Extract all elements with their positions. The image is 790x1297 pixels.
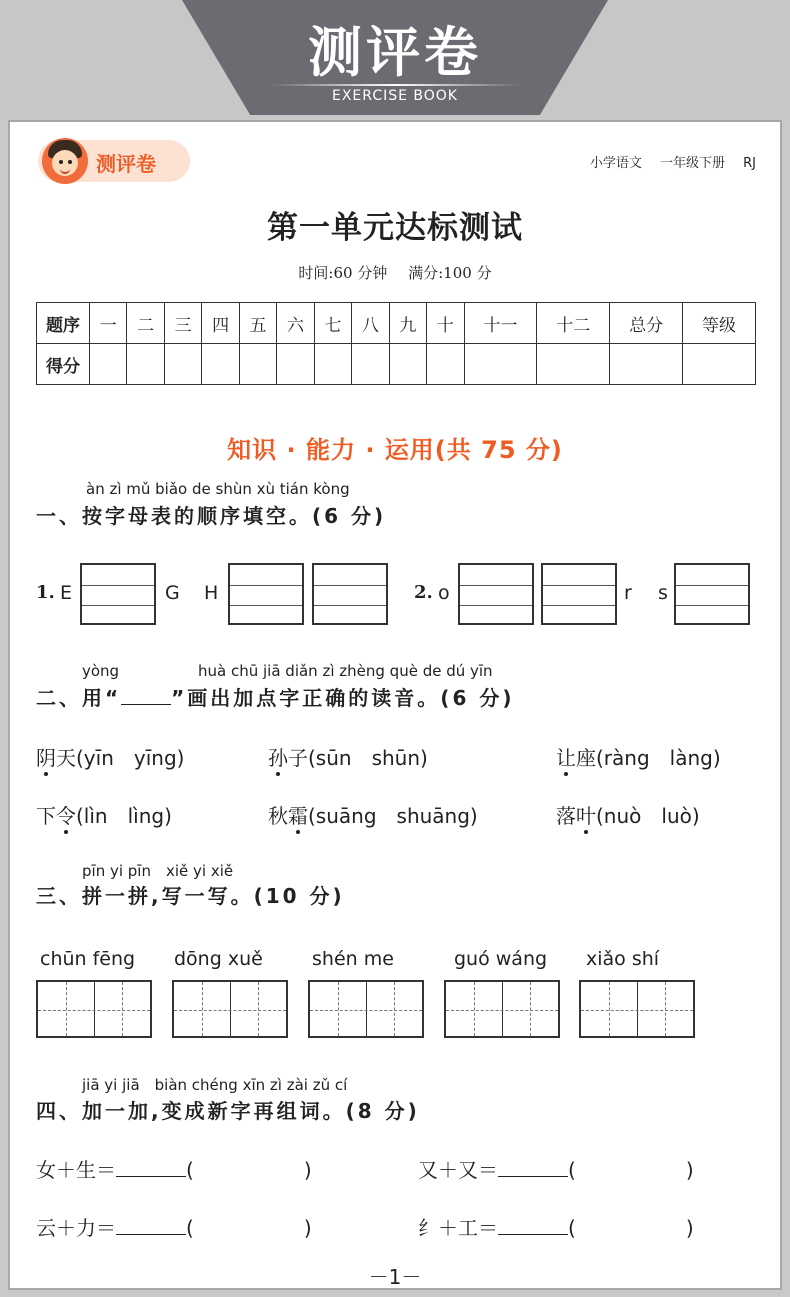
writing-grid[interactable] (36, 980, 152, 1038)
header-cell: 六 (277, 303, 314, 344)
pinyin-word: shén me (312, 948, 394, 970)
header-cell: 一 (90, 303, 127, 344)
letter: H (204, 582, 219, 604)
q1-pinyin: àn zì mǔ biǎo de shùn xù tián kòng (86, 480, 350, 498)
reading-choice[interactable]: 阴天(yīn yīng) (36, 742, 184, 771)
letter: s (658, 582, 668, 604)
score-cell[interactable] (352, 344, 389, 385)
four-line-box[interactable] (674, 563, 750, 625)
score-table (36, 302, 756, 385)
score-cell[interactable] (427, 344, 464, 385)
banner-divider (270, 84, 520, 86)
q4-title: 四、加一加,变成新字再组词。(8 分) (36, 1099, 420, 1123)
edition-name: RJ (743, 156, 756, 171)
course-name: 小学语文 (589, 156, 642, 171)
header-cell: 十一 (464, 303, 537, 344)
combine-item[interactable]: 纟＋工＝ ( ) (418, 1216, 694, 1240)
pinyin-word: xiǎo shí (586, 948, 660, 970)
reading-choice[interactable]: 秋霜(suāng shuāng) (268, 800, 478, 829)
header-cell: 九 (389, 303, 426, 344)
q2-title (36, 682, 514, 711)
combine-item[interactable]: 云＋力＝ ( ) (36, 1216, 312, 1240)
header-cell: 总分 (610, 303, 683, 344)
row-label: 得分 (37, 344, 90, 385)
q2-title-b: ”画出加点字正确的读音。(6 分) (171, 686, 515, 710)
reading-choice[interactable]: 让座(ràng làng) (556, 742, 721, 771)
time-limit: 时间:60 分钟 (298, 264, 388, 282)
score-header-row (37, 303, 756, 344)
score-cell[interactable] (127, 344, 164, 385)
subject-info (576, 152, 756, 171)
header-cell: 七 (314, 303, 351, 344)
q2-pinyin-1: yòng (82, 662, 120, 680)
score-cell[interactable] (90, 344, 127, 385)
four-line-box[interactable] (312, 563, 388, 625)
letter: r (624, 582, 632, 604)
four-line-box[interactable] (228, 563, 304, 625)
combine-item[interactable]: 又＋又＝ ( ) (418, 1158, 694, 1182)
header-cell: 三 (164, 303, 201, 344)
q1-title: 一、按字母表的顺序填空。(6 分) (36, 504, 387, 528)
badge (38, 140, 190, 182)
score-cell[interactable] (389, 344, 426, 385)
q2-pinyin-2: huà chū jiā diǎn zì zhèng què de dú yīn (198, 662, 493, 680)
four-line-box[interactable] (80, 563, 156, 625)
letter: E (60, 582, 73, 604)
header-cell: 二 (127, 303, 164, 344)
score-value-row (37, 344, 756, 385)
score-cell[interactable] (610, 344, 683, 385)
cartoon-boy-icon (42, 138, 88, 184)
section-heading: 知识 · 能力 · 运用(共 75 分) (227, 436, 563, 464)
score-cell[interactable] (537, 344, 610, 385)
header-cell: 五 (239, 303, 276, 344)
grade-name: 一年级下册 (659, 156, 725, 171)
badge-label: 测评卷 (96, 152, 156, 176)
worksheet-page (8, 120, 782, 1290)
header-cell: 等级 (683, 303, 756, 344)
underline-sample (121, 684, 171, 705)
score-cell[interactable] (464, 344, 537, 385)
banner (0, 0, 790, 118)
score-cell[interactable] (164, 344, 201, 385)
four-line-box[interactable] (541, 563, 617, 625)
letter: o (438, 582, 450, 604)
q3-pinyin: pīn yi pīn xiě yi xiě (82, 862, 234, 880)
score-cell[interactable] (314, 344, 351, 385)
score-cell[interactable] (277, 344, 314, 385)
header-cell: 四 (202, 303, 239, 344)
score-cell[interactable] (239, 344, 276, 385)
reading-choice[interactable]: 下令(lìn lìng) (36, 800, 172, 829)
pinyin-word: dōng xuě (174, 948, 263, 970)
pinyin-word: chūn fēng (40, 948, 136, 970)
four-line-box[interactable] (458, 563, 534, 625)
writing-grid[interactable] (579, 980, 695, 1038)
q3-title: 三、拼一拼,写一写。(10 分) (36, 884, 345, 908)
q1-label-2: 2. (414, 582, 433, 603)
writing-grid[interactable] (308, 980, 424, 1038)
q2-title-a: 二、用“ (36, 686, 122, 710)
page-title: 第一单元达标测试 (267, 210, 523, 246)
combine-item[interactable]: 女＋生＝ ( ) (36, 1158, 312, 1182)
reading-choice[interactable]: 落叶(nuò luò) (556, 800, 700, 829)
banner-subtitle: EXERCISE BOOK (332, 88, 458, 104)
q1-label-1: 1. (36, 582, 55, 603)
header-cell: 十二 (537, 303, 610, 344)
score-cell[interactable] (202, 344, 239, 385)
letter: G (165, 582, 180, 604)
q4-pinyin: jiā yi jiā biàn chéng xīn zì zài zǔ cí (82, 1076, 348, 1094)
row-label: 题序 (37, 303, 90, 344)
writing-grid[interactable] (172, 980, 288, 1038)
pinyin-word: guó wáng (454, 948, 548, 970)
banner-title: 测评卷 (308, 21, 482, 84)
page-number: －1－ (368, 1265, 422, 1289)
writing-grid[interactable] (444, 980, 560, 1038)
header-cell: 十 (427, 303, 464, 344)
full-score: 满分:100 分 (408, 264, 492, 282)
header-cell: 八 (352, 303, 389, 344)
reading-choice[interactable]: 孙子(sūn shūn) (268, 742, 428, 771)
time-info (10, 262, 780, 283)
score-cell[interactable] (683, 344, 756, 385)
